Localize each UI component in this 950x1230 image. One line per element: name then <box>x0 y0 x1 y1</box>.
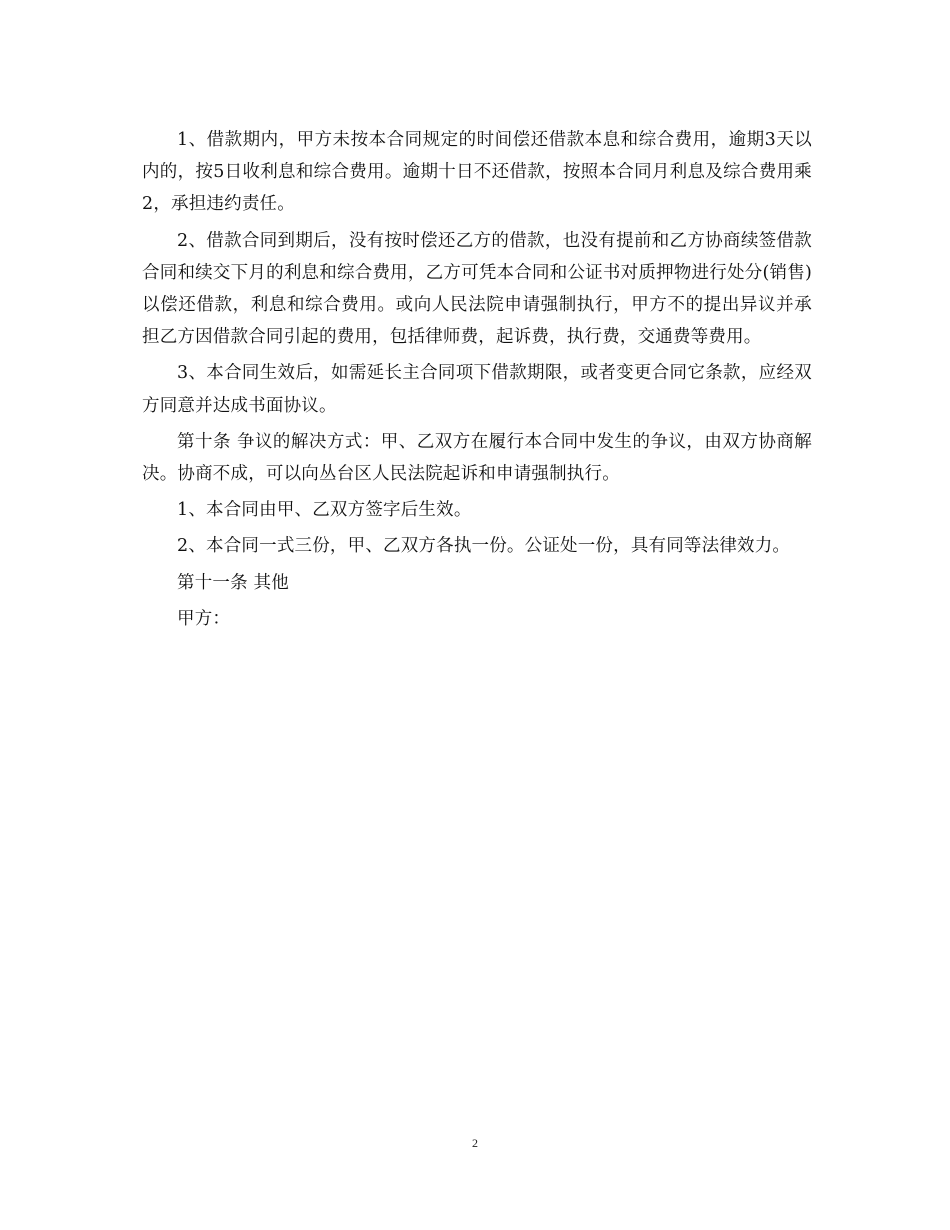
page-number: 2 <box>472 1136 478 1150</box>
paragraph-copies: 2、本合同一式三份，甲、乙双方各执一份。公证处一份，具有同等法律效力。 <box>177 536 791 557</box>
paragraph-default-interest: 1、借款期内，甲方未按本合同规定的时间偿还借款本息和综合费用，逾期3天以内的，按5日收利息和综合费用。逾期十日不还借款，按照本合同月利息及综合费用乘2，承担违约责任。 <box>142 130 812 215</box>
paragraph-effective-upon-signing: 1、本合同由甲、乙双方签字后生效。 <box>177 500 472 521</box>
document-body <box>142 124 812 639</box>
paragraph-party-a-signature: 甲方： <box>177 608 231 629</box>
paragraph-article-eleven-other: 第十一条 其他 <box>177 572 289 593</box>
paragraph-article-ten-dispute: 第十条 争议的解决方式：甲、乙双方在履行本合同中发生的争议，由双方协商解决。协商不成，可以向丛台区人民法院起诉和申请强制执行。 <box>142 431 812 485</box>
paragraph-collateral-disposal: 2、借款合同到期后，没有按时偿还乙方的借款，也没有提前和乙方协商续签借款合同和续交下月的利息和综合费用，乙方可凭本合同和公证书对质押物进行处分(销售)以偿还借款，利息和综合费用。或向人民法院申请强制执行，甲方不的提出异议并承担乙方因借款合同引起的费用，包括律师费，起诉费，执行费，交通费等费用。 <box>142 230 812 348</box>
paragraph-contract-amendment: 3、本合同生效后，如需延长主合同项下借款期限，或者变更合同它条款，应经双方同意并达成书面协议。 <box>142 363 812 416</box>
